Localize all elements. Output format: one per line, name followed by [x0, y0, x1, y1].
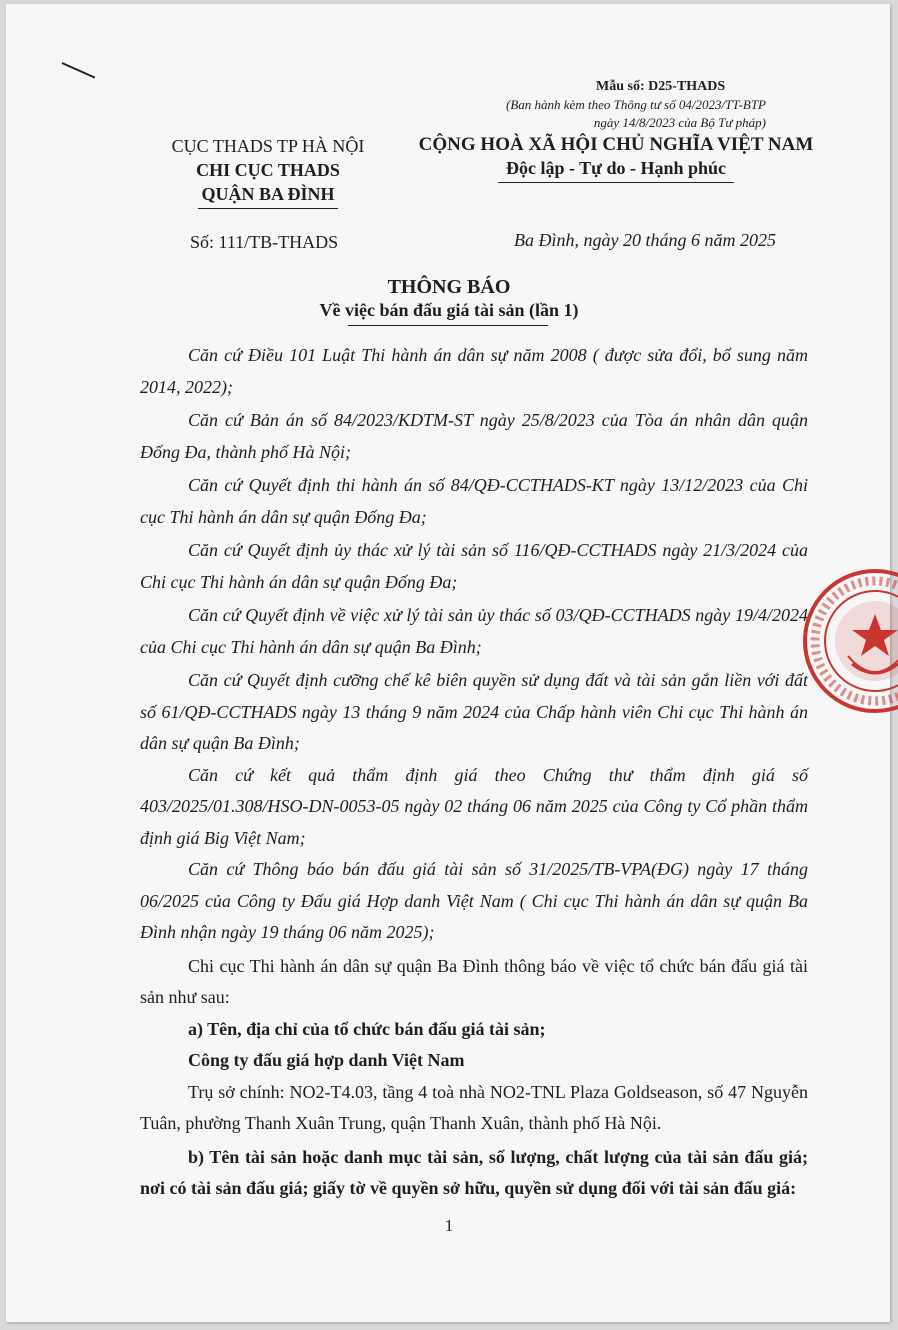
section-a-heading: a) Tên, địa chỉ của tổ chức bán đấu giá tài sản;: [188, 1018, 546, 1039]
national-motto: Độc lập - Tự do - Hạnh phúc: [505, 158, 727, 178]
legal-basis-8: Căn cứ Thông báo bán đấu giá tài sản số 31/2025/TB-VPA(ĐG) ngày 17 tháng 06/2025 của Công ty Đấu giá Hợp danh Việt Nam ( Chi cục Thi hành án dân sự quận Ba Đình nhận ngày 19 tháng 06 năm 2025);: [140, 859, 808, 942]
legal-basis-7: Căn cứ kết quả thẩm định giá theo Chứng thư thẩm định giá số 403/2025/01.308/HSO-DN-0053-05 ngày 02 tháng 06 năm 2025 của Công ty Cổ phần thẩm định giá Big Việt Nam;: [140, 764, 808, 848]
document-title: THÔNG BÁO: [387, 276, 511, 298]
legal-basis-6: Căn cứ Quyết định cưỡng chế kê biên quyền sử dụng đất và tài sản gắn liền với đất số 61/QĐ-CCTHADS ngày 13 tháng 9 năm 2024 của Chấp hành viên Chi cục Thi hành án dân sự quận Ba Đình;: [140, 670, 808, 753]
page-number: 1: [444, 1216, 454, 1235]
official-seal-icon: [800, 566, 898, 716]
form-issued-line1: (Ban hành kèm theo Thông tư số 04/2023/TT-BTP: [506, 97, 766, 112]
form-issued-line2: ngày 14/8/2023 của Bộ Tư pháp): [593, 115, 766, 130]
document-subtitle: Về việc bán đấu giá tài sản (lần 1): [319, 300, 579, 320]
legal-basis-5: Căn cứ Quyết định về việc xử lý tài sản ủy thác số 03/QĐ-CCTHADS ngày 19/4/2024 của Chi cục Thi hành án dân sự quận Ba Đình;: [140, 605, 808, 657]
national-title: CỘNG HOÀ XÃ HỘI CHỦ NGHĨA VIỆT NAM: [418, 134, 814, 155]
document-number: Số: 111/TB-THADS: [190, 232, 339, 252]
auction-company-address: Trụ sở chính: NO2-T4.03, tầng 4 toà nhà NO2-TNL Plaza Goldseason, số 47 Nguyễn Tuân, phường Thanh Xuân Trung, quận Thanh Xuân, thành phố Hà Nội.: [140, 1081, 808, 1133]
legal-basis-1: Căn cứ Điều 101 Luật Thi hành án dân sự năm 2008 ( được sửa đổi, bổ sung năm 2014, 2022);: [140, 345, 808, 397]
document-body: [140, 340, 808, 1207]
legal-basis-3: Căn cứ Quyết định thi hành án số 84/QĐ-CCTHADS-KT ngày 13/12/2023 của Chi cục Thi hành án dân sự quận Đống Đa;: [140, 475, 808, 527]
legal-basis-4: Căn cứ Quyết định ủy thác xử lý tài sản số 116/QĐ-CCTHADS ngày 21/3/2024 của Chi cục Thi hành án dân sự quận Đống Đa;: [140, 540, 808, 592]
section-b-heading: b) Tên tài sản hoặc danh mục tài sản, số lượng, chất lượng của tài sản đấu giá; nơi có tài sản đấu giá; giấy tờ về quyền sở hữu, quyền sử dụng đối với tài sản đấu giá:: [140, 1146, 808, 1198]
form-code: Mẫu số: D25-THADS: [596, 79, 726, 94]
place-date: Ba Đình, ngày 20 tháng 6 năm 2025: [514, 230, 776, 250]
agency-name-line2: QUẬN BA ĐÌNH: [201, 184, 335, 204]
auction-company-name: Công ty đấu giá hợp danh Việt Nam: [188, 1050, 465, 1070]
agency-parent: CỤC THADS TP HÀ NỘI: [171, 136, 365, 156]
motto-underline: [498, 182, 734, 183]
legal-basis-2: Căn cứ Bản án số 84/2023/KDTM-ST ngày 25/8/2023 của Tòa án nhân dân quận Đống Đa, thành phố Hà Nội;: [140, 410, 808, 462]
subtitle-underline: [348, 325, 548, 326]
agency-underline: [198, 208, 338, 209]
agency-name-line1: CHI CỤC THADS: [196, 160, 340, 180]
announcement-intro: Chi cục Thi hành án dân sự quận Ba Đình thông báo về việc tổ chức bán đấu giá tài sản như sau:: [140, 955, 808, 1007]
